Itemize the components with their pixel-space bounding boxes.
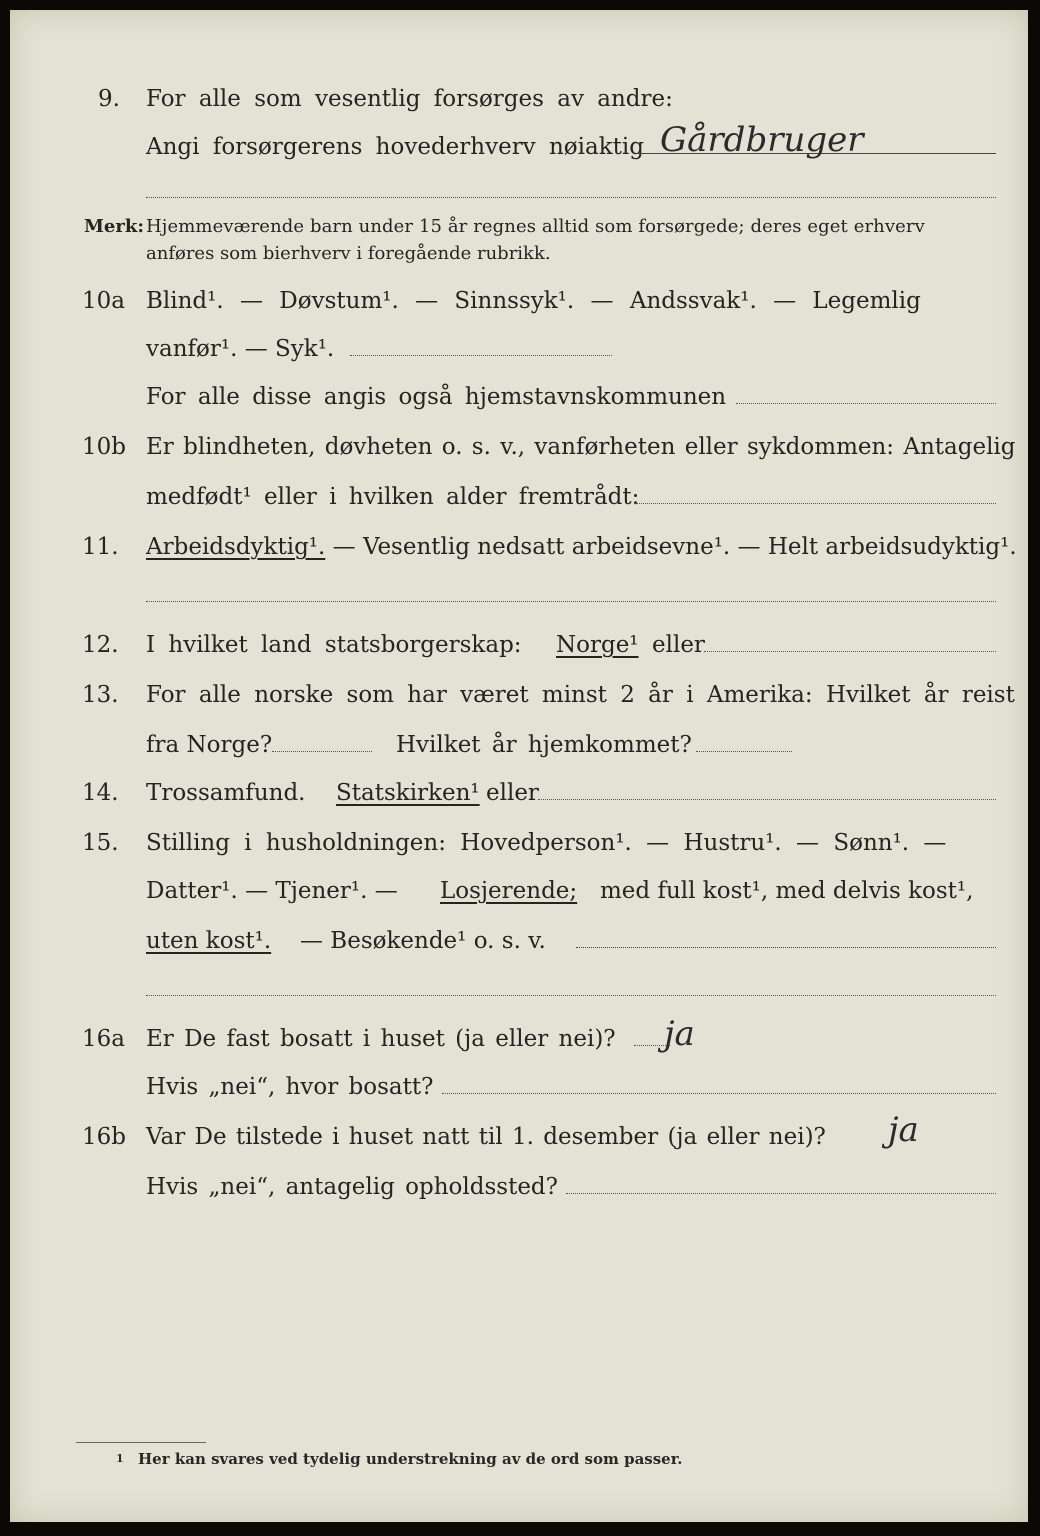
q16a-handwritten-answer[interactable]: ja (664, 1014, 695, 1054)
q15-number: 15. (82, 830, 119, 856)
merk-line2: anføres som bierhverv i foregående rubrikk. (146, 243, 551, 264)
q10b-answer-line (634, 503, 996, 504)
q9-extra-line (146, 197, 996, 198)
q12-text: I hvilket land statsborgerskap: (146, 632, 522, 658)
q12-answer-line (704, 651, 996, 652)
q13-line2b: Hvilket år hjemkommet? (396, 732, 692, 758)
q16b-line1: Var De tilstede i huset natt til 1. desember (ja eller nei)? (146, 1124, 826, 1150)
q15-line1: Stilling i husholdningen: Hovedperson¹. — Hustru¹. — Sønn¹. — (146, 830, 947, 856)
q11-option-arbeidsdyktig[interactable]: Arbeidsdyktig¹. (146, 534, 326, 560)
q11-line (146, 532, 1017, 562)
q15-line3b: — Besøkende¹ o. s. v. (300, 928, 546, 954)
q15-line2a: Datter¹. — Tjener¹. — (146, 878, 398, 904)
q10b-line1: Er blindheten, døvheten o. s. v., vanførheten eller sykdommen: Antagelig (146, 434, 1016, 460)
q13-line2a: fra Norge? (146, 732, 273, 758)
q13-line1: For alle norske som har været minst 2 år i Amerika: Hvilket år reist (146, 682, 1015, 708)
q10a-kommune-line (736, 403, 996, 404)
footnote-mark: 1 (116, 1452, 124, 1465)
q10a-line3: For alle disse angis også hjemstavnskommunen (146, 384, 727, 410)
q10b-line2: medfødt¹ eller i hvilken alder fremtrådt: (146, 484, 640, 510)
q14-answer-line (538, 799, 996, 800)
q12-rest: eller (652, 632, 705, 658)
q10a-syk-line (350, 355, 612, 356)
q16b-handwritten-answer[interactable]: ja (888, 1110, 919, 1150)
q9-number: 9. (98, 86, 120, 112)
q14-number: 14. (82, 780, 119, 806)
q14-option-statskirken[interactable]: Statskirken¹ (336, 780, 480, 806)
q12-option-norge[interactable]: Norge¹ (556, 632, 639, 658)
q12-number: 12. (82, 632, 119, 658)
q13-hjemkommet-line (696, 751, 792, 752)
q16a-number: 16a (82, 1026, 125, 1052)
q10a-line1: Blind¹. — Døvstum¹. — Sinnssyk¹. — Andssvak¹. — Legemlig (146, 288, 921, 314)
q16a-line2: Hvis „nei“, hvor bosatt? (146, 1074, 434, 1100)
q9-handwritten-answer[interactable]: Gårdbruger (660, 120, 864, 160)
footnote-text: Her kan svares ved tydelig understrekning av de ord som passer. (138, 1450, 683, 1468)
q9-line2: Angi forsørgerens hovederhverv nøiaktig (146, 134, 644, 160)
q15-option-losjerende[interactable]: Losjerende; (440, 878, 578, 904)
q16b-number: 16b (82, 1124, 126, 1150)
q16a-line1: Er De fast bosatt i huset (ja eller nei)? (146, 1026, 616, 1052)
q15-option-uten-kost[interactable]: uten kost¹. (146, 928, 272, 954)
q10a-number: 10a (82, 288, 125, 314)
q10a-line2: vanfør¹. — Syk¹. (146, 336, 335, 362)
q16a-bosatt-line (442, 1093, 996, 1094)
q15-line2b: med full kost¹, med delvis kost¹, (600, 878, 974, 904)
q16b-opholdssted-line (566, 1193, 996, 1194)
q11-extra-line (146, 601, 996, 602)
q14-rest: eller (486, 780, 539, 806)
q14-text: Trossamfund. (146, 780, 306, 806)
merk-line1: Hjemmeværende barn under 15 år regnes alltid som forsørgede; deres eget erhverv (146, 216, 925, 237)
merk-label: Merk: (84, 216, 144, 237)
q11-rest: — Vesentlig nedsatt arbeidsevne¹. — Helt arbeidsudyktig¹. (325, 534, 1017, 560)
q13-number: 13. (82, 682, 119, 708)
q10b-number: 10b (82, 434, 126, 460)
footnote-rule (76, 1442, 206, 1443)
q16b-line2: Hvis „nei“, antagelig opholdssted? (146, 1174, 558, 1200)
q9-line1: For alle som vesentlig forsørges av andre: (146, 86, 673, 112)
q11-number: 11. (82, 534, 119, 560)
q15-extra-line (146, 995, 996, 996)
q15-answer-line (576, 947, 996, 948)
q13-reist-line (272, 751, 372, 752)
